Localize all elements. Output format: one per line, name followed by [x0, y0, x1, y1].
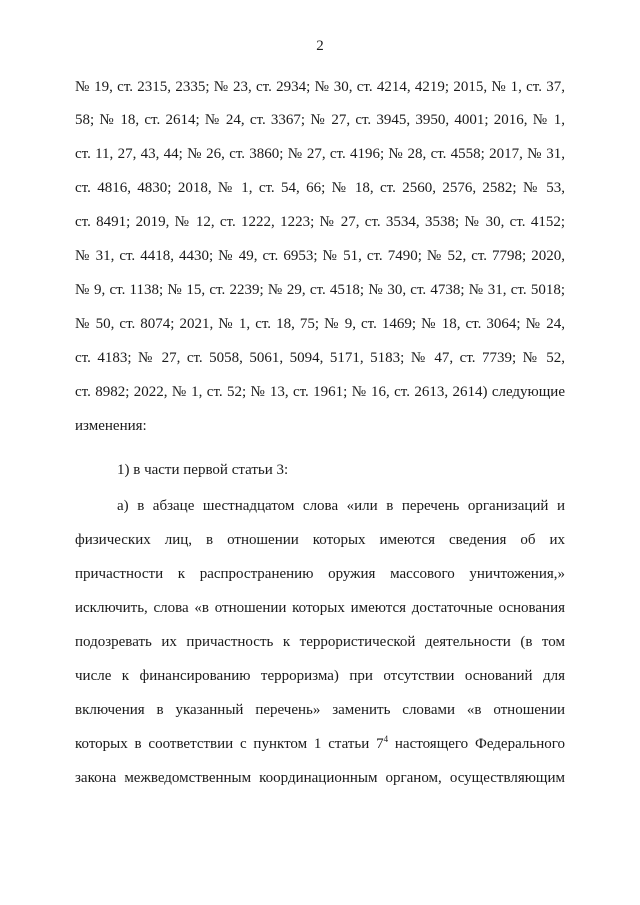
text-line: ст. 4816, 4830; 2018, № 1, ст. 54, 66; № 18, ст. 2560, 2576, 2582; № 53,	[75, 180, 565, 196]
text-line: подозревать их причастность к террористической деятельности (в том	[75, 634, 565, 650]
text-line: № 19, ст. 2315, 2335; № 23, ст. 2934; № 30, ст. 4214, 4219; 2015, № 1, ст. 37,	[75, 79, 565, 95]
text-line: ст. 8982; 2022, № 1, ст. 52; № 13, ст. 1961; № 16, ст. 2613, 2614) следующие	[75, 384, 565, 400]
text-segment: настоящего Федерального	[388, 736, 565, 752]
text-line: ст. 4183; № 27, ст. 5058, 5061, 5094, 5171, 5183; № 47, ст. 7739; № 52,	[75, 350, 565, 366]
text-line: включения в указанный перечень» заменить словами «в отношении	[75, 702, 565, 718]
superscript: 4	[383, 734, 389, 744]
text-line: № 9, ст. 1138; № 15, ст. 2239; № 29, ст. 4518; № 30, ст. 4738; № 31, ст. 5018;	[75, 282, 565, 298]
text-line: а) в абзаце шестнадцатом слова «или в перечень организаций и	[117, 498, 565, 514]
page-number: 2	[316, 38, 324, 54]
text-line: физических лиц, в отношении которых имеются сведения об их	[75, 532, 565, 548]
text-segment: которых в соответствии с пунктом 1 статьи 7	[75, 736, 384, 752]
text-line: числе к финансированию терроризма) при отсутствии оснований для	[75, 668, 565, 684]
text-line: причастности к распространению оружия массового уничтожения,»	[75, 566, 565, 582]
text-line: ст. 11, 27, 43, 44; № 26, ст. 3860; № 27, ст. 4196; № 28, ст. 4558; 2017, № 31,	[75, 146, 565, 162]
text-line	[75, 734, 565, 754]
text-line: № 31, ст. 4418, 4430; № 49, ст. 6953; № 51, ст. 7490; № 52, ст. 7798; 2020,	[75, 248, 565, 264]
text-line: закона межведомственным координационным органом, осуществляющим	[75, 770, 565, 786]
text-line: № 50, ст. 8074; 2021, № 1, ст. 18, 75; № 9, ст. 1469; № 18, ст. 3064; № 24,	[75, 316, 565, 332]
text-line: ст. 8491; 2019, № 12, ст. 1222, 1223; № 27, ст. 3534, 3538; № 30, ст. 4152;	[75, 214, 565, 230]
text-line: изменения:	[75, 418, 147, 434]
list-item-heading: 1) в части первой статьи 3:	[117, 462, 289, 478]
text-line: исключить, слова «в отношении которых имеются достаточные основания	[75, 600, 565, 616]
text-line: 58; № 18, ст. 2614; № 24, ст. 3367; № 27, ст. 3945, 3950, 4001; 2016, № 1,	[75, 112, 565, 128]
